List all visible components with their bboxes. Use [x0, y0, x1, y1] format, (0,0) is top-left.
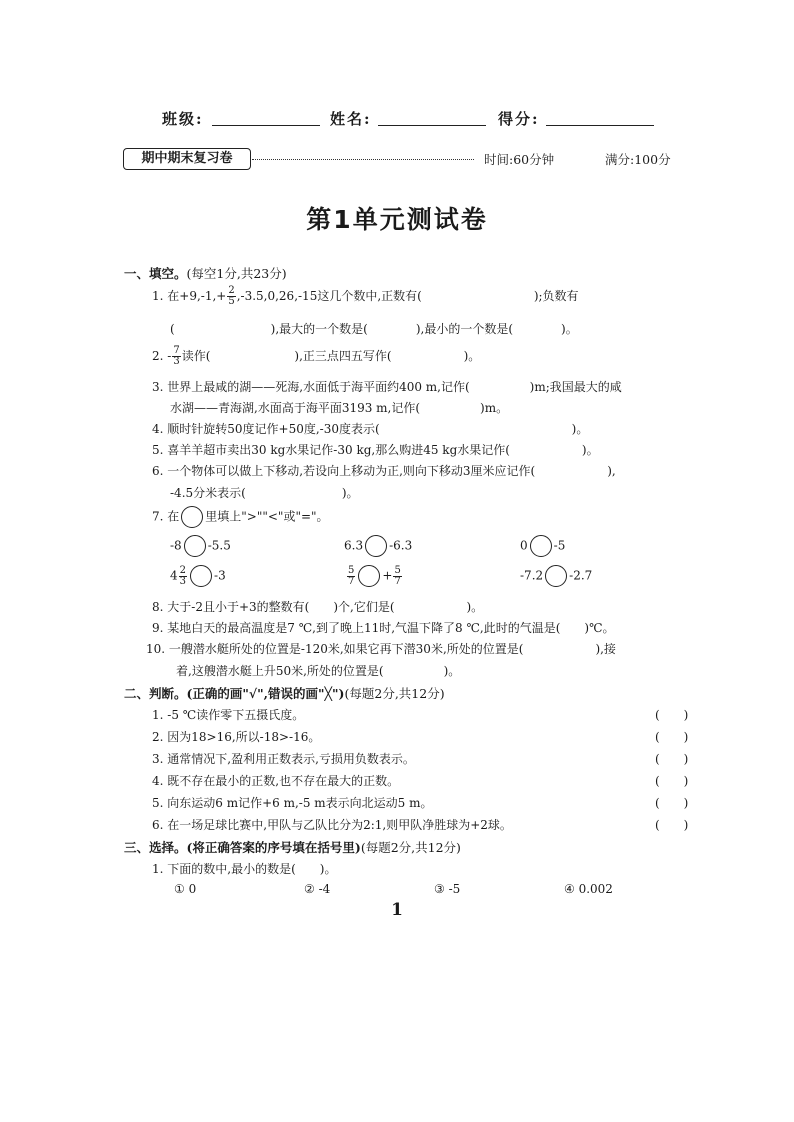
cmp4-num: 2 [179, 564, 187, 576]
question-6-line1: 6. 一个物体可以做上下移动,若设向上移动为正,则向下移动3厘米应记作( ), [152, 464, 616, 478]
section2-heading [124, 684, 445, 702]
judge-answer-1[interactable]: ( ) [655, 708, 689, 722]
score-blank[interactable] [546, 125, 654, 126]
choice-option-4[interactable]: ④ 0.002 [564, 882, 613, 896]
score-label: 得分: [498, 110, 540, 128]
section3-heading [124, 838, 461, 856]
choice-option-3[interactable]: ③ -5 [434, 882, 461, 896]
compare-circle[interactable] [190, 565, 212, 587]
name-blank[interactable] [378, 125, 486, 126]
cmp6-left: -7.2 [520, 568, 544, 583]
q2-frac-num: 7 [173, 345, 180, 356]
q2-text-b: 读作( ),正三点四五写作( )。 [181, 349, 481, 363]
question-1-line1 [152, 286, 579, 307]
judge-answer-4[interactable]: ( ) [655, 774, 689, 788]
compare-2 [344, 535, 412, 557]
cmp5-rden: 7 [394, 575, 401, 587]
name-label: 姓名: [330, 110, 372, 128]
full-score: 满分:100分 [605, 152, 671, 167]
question-7 [152, 506, 329, 528]
page-title: 第1单元测试卷 [306, 205, 488, 234]
circle-icon [181, 506, 203, 528]
q1-fraction [227, 286, 235, 307]
class-blank[interactable] [212, 125, 320, 126]
choice-option-2[interactable]: ② -4 [304, 882, 331, 896]
cmp5-rnum: 5 [394, 564, 401, 576]
judge-item-3: 3. 通常情况下,盈利用正数表示,亏损用负数表示。 [152, 752, 415, 766]
cmp6-right: -2.7 [569, 568, 593, 583]
compare-circle[interactable] [184, 535, 206, 557]
compare-circle[interactable] [545, 565, 567, 587]
cmp5-fraction-right [393, 566, 401, 587]
cmp5-num: 5 [348, 564, 355, 576]
cmp1-left: -8 [170, 538, 182, 553]
compare-circle[interactable] [358, 565, 380, 587]
question-2 [152, 346, 480, 367]
section2-note: (每题2分,共12分) [344, 686, 445, 701]
cmp2-left: 6.3 [344, 538, 364, 553]
compare-circle[interactable] [530, 535, 552, 557]
section3-note: (每题2分,共12分) [360, 840, 461, 855]
q1-text-b: ,-3.5,0,26,-15这几个数中,正数有( [236, 289, 422, 303]
dotted-divider [252, 159, 474, 160]
q1-text-c: );负数有 [533, 289, 579, 303]
choice-question-1: 1. 下面的数中,最小的数是( )。 [152, 862, 337, 876]
question-4: 4. 顺时针旋转50度记作+50度,-30度表示( )。 [152, 422, 589, 436]
question-3-line2: 水湖——青海湖,水面高于海平面3193 m,记作( )m。 [170, 401, 509, 415]
compare-3 [520, 535, 565, 557]
judge-answer-5[interactable]: ( ) [655, 796, 689, 810]
class-label: 班级: [162, 110, 204, 128]
judge-item-4: 4. 既不存在最小的正数,也不存在最大的正数。 [152, 774, 400, 788]
question-6-line2: -4.5分米表示( )。 [170, 486, 359, 500]
judge-item-1: 1. -5 ℃读作零下五摄氏度。 [152, 708, 305, 722]
section2-title: 二、判断。(正确的画"√",错误的画"╳") [124, 686, 345, 701]
cmp4-fraction [179, 566, 187, 587]
cmp3-left: 0 [520, 538, 528, 553]
q7-text-b: 里填上">""<"或"="。 [205, 509, 329, 524]
judge-answer-3[interactable]: ( ) [655, 752, 689, 766]
cmp5-den: 7 [348, 575, 355, 587]
cmp4-den: 3 [179, 575, 187, 587]
page-number: 1 [391, 900, 403, 920]
question-10-line2: 着,这艘潜水艇上升50米,所处的位置是( )。 [176, 664, 461, 678]
judge-item-5: 5. 向东运动6 m记作+6 m,-5 m表示向北运动5 m。 [152, 796, 433, 810]
compare-6 [520, 565, 592, 587]
compare-1 [170, 535, 231, 557]
compare-circle[interactable] [365, 535, 387, 557]
q2-text-a: 2. - [152, 349, 172, 363]
section1-title: 一、填空。 [124, 266, 187, 281]
judge-item-6: 6. 在一场足球比赛中,甲队与乙队比分为2:1,则甲队净胜球为+2球。 [152, 818, 512, 832]
judge-answer-6[interactable]: ( ) [655, 818, 689, 832]
cmp5-fraction-left [347, 566, 355, 587]
cmp1-right: -5.5 [207, 538, 231, 553]
question-3-line1: 3. 世界上最咸的湖——死海,水面低于海平面约400 m,记作( )m;我国最大的咸 [152, 380, 622, 394]
cmp4-whole: 4 [170, 568, 178, 583]
question-10-line1: 10. 一艘潜水艇所处的位置是-120米,如果它再下潜30米,所处的位置是( ),接 [146, 642, 616, 656]
question-1-line2: ( ),最大的一个数是( ),最小的一个数是( )。 [170, 322, 578, 336]
q2-frac-den: 3 [173, 356, 180, 367]
q1-text-a: 1. 在+9,-1,+ [152, 289, 227, 303]
judge-answer-2[interactable]: ( ) [655, 730, 689, 744]
judge-item-2: 2. 因为18>16,所以-18>-16。 [152, 730, 321, 744]
question-9: 9. 某地白天的最高温度是7 ℃,到了晚上11时,气温下降了8 ℃,此时的气温是( )℃。 [152, 621, 615, 635]
compare-5 [346, 565, 403, 587]
compare-4 [170, 565, 226, 587]
cmp2-right: -6.3 [389, 538, 413, 553]
cmp3-right: -5 [553, 538, 566, 553]
review-badge: 期中期末复习卷 [123, 148, 251, 170]
q7-text-a: 7. 在 [152, 509, 180, 524]
q1-frac-num: 2 [228, 285, 235, 296]
question-5: 5. 喜羊羊超市卖出30 kg水果记作-30 kg,那么购进45 kg水果记作( )。 [152, 443, 599, 457]
section3-title: 三、选择。(将正确答案的序号填在括号里) [124, 840, 361, 855]
time-limit: 时间:60分钟 [484, 152, 555, 167]
cmp5-sign: + [382, 568, 393, 583]
section1-heading [124, 264, 287, 282]
choice-option-1[interactable]: ① 0 [174, 882, 197, 896]
q1-frac-den: 5 [228, 296, 235, 307]
section1-note: (每空1分,共23分) [186, 266, 287, 281]
cmp4-right: -3 [214, 568, 226, 583]
q2-fraction [172, 346, 180, 367]
question-8: 8. 大于-2且小于+3的整数有( )个,它们是( )。 [152, 600, 484, 614]
